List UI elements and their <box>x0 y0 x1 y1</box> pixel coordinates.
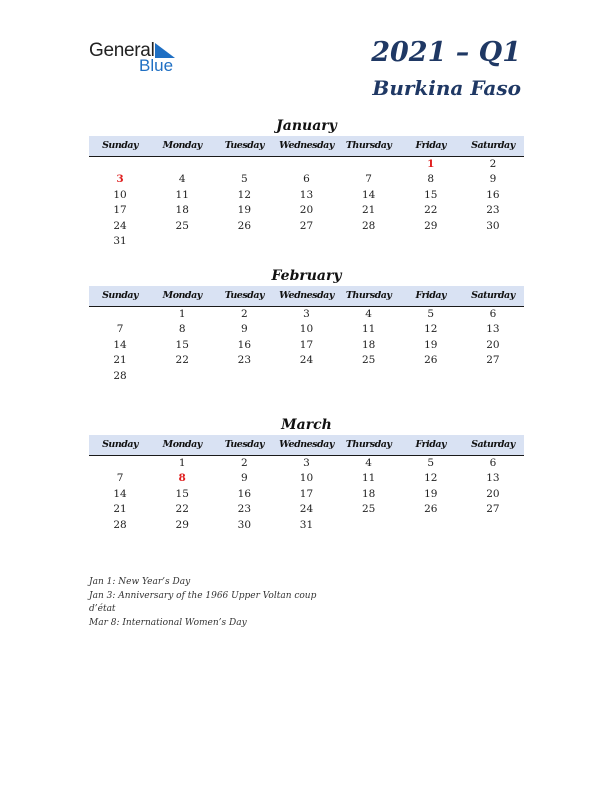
day-cell: 6 <box>489 308 497 320</box>
week-row <box>89 203 524 218</box>
day-cell: 12 <box>424 472 438 485</box>
weekday-label: Tuesday <box>224 140 265 151</box>
week-row <box>89 487 524 502</box>
day-cell: 5 <box>241 173 248 186</box>
day-cell: 7 <box>116 472 124 485</box>
day-cell <box>89 456 151 471</box>
day-cell <box>275 234 337 249</box>
day-cell: 9 <box>489 173 497 186</box>
day-cell: 15 <box>175 338 189 351</box>
day-cell: 27 <box>486 503 500 516</box>
day-cell: 11 <box>175 188 189 201</box>
week-row <box>89 369 524 384</box>
day-cell: 16 <box>486 188 500 201</box>
weekday-label: Thursday <box>345 439 392 450</box>
day-cell <box>275 157 337 172</box>
day-cell: 17 <box>113 204 127 217</box>
day-cell <box>151 234 213 249</box>
day-cell: 14 <box>113 338 127 351</box>
day-cell: 26 <box>237 219 252 232</box>
weekday-label: Sunday <box>102 140 139 151</box>
day-cell: 10 <box>299 472 314 485</box>
week-row <box>89 502 524 517</box>
day-cell: 16 <box>237 487 252 500</box>
day-cell <box>338 234 400 249</box>
day-cell: 26 <box>424 503 438 516</box>
day-cell: 20 <box>486 338 500 351</box>
weekday-label: Thursday <box>345 290 392 301</box>
weekday-label: Friday <box>415 439 447 450</box>
weekday-label: Friday <box>415 140 447 151</box>
weekday-label: Sunday <box>102 290 139 301</box>
holiday-note: Jan 3: Anniversary of the 1966 Upper Voltan coup d’état <box>89 590 317 614</box>
weekday-label: Tuesday <box>224 290 265 301</box>
day-cell: 2 <box>241 457 248 469</box>
week-row <box>89 353 524 368</box>
day-cell <box>275 369 337 384</box>
day-cell: 15 <box>175 487 189 500</box>
day-cell: 25 <box>175 219 189 232</box>
day-cell <box>462 369 524 384</box>
day-cell: 21 <box>113 354 127 367</box>
day-cell <box>400 518 462 533</box>
day-cell: 27 <box>299 219 314 232</box>
month-name: February <box>271 268 342 284</box>
day-cell: 19 <box>424 487 438 500</box>
day-cell <box>89 307 151 322</box>
weekday-label: Tuesday <box>224 439 265 450</box>
day-cell: 31 <box>299 518 314 531</box>
day-cell: 19 <box>237 204 252 217</box>
week-row <box>89 456 524 471</box>
month-name: January <box>276 118 337 134</box>
weekday-header-row <box>89 286 524 307</box>
day-cell: 3 <box>303 457 310 469</box>
day-cell: 7 <box>365 173 372 186</box>
day-cell: 22 <box>175 354 189 367</box>
day-cell: 12 <box>237 188 252 201</box>
day-cell: 18 <box>361 487 376 500</box>
day-cell: 10 <box>113 188 127 201</box>
day-cell: 13 <box>486 472 500 485</box>
month-march <box>89 415 524 533</box>
day-cell: 18 <box>361 338 376 351</box>
day-cell: 1 <box>178 308 186 320</box>
holiday-day-cell: 8 <box>178 472 186 485</box>
page-title: 2021 – Q1 <box>371 37 521 68</box>
logo-text-general: General <box>89 40 155 61</box>
month-name: March <box>281 417 332 433</box>
day-cell: 23 <box>237 503 252 516</box>
week-row <box>89 188 524 203</box>
day-cell <box>213 157 275 172</box>
day-cell: 24 <box>113 219 127 232</box>
day-cell <box>151 157 213 172</box>
day-cell: 19 <box>424 338 438 351</box>
day-cell: 9 <box>241 323 248 336</box>
weekday-label: Monday <box>162 439 202 450</box>
day-cell: 28 <box>113 518 127 531</box>
day-cell: 6 <box>303 173 310 186</box>
day-cell: 21 <box>361 204 376 217</box>
weekday-label: Wednesday <box>279 290 334 301</box>
day-cell: 24 <box>299 503 314 516</box>
day-cell: 25 <box>361 503 376 516</box>
day-cell: 2 <box>241 308 248 320</box>
week-row <box>89 338 524 353</box>
day-cell: 18 <box>175 204 189 217</box>
month-february <box>89 266 524 384</box>
day-cell: 23 <box>237 354 252 367</box>
week-row <box>89 172 524 187</box>
day-cell: 8 <box>178 323 186 336</box>
day-cell: 16 <box>237 338 252 351</box>
weekday-label: Monday <box>162 140 202 151</box>
day-cell: 26 <box>424 354 438 367</box>
day-cell: 12 <box>424 323 438 336</box>
day-cell: 13 <box>299 188 314 201</box>
month-january <box>89 116 524 249</box>
day-cell <box>400 369 462 384</box>
day-cell: 8 <box>427 173 435 186</box>
day-cell: 24 <box>299 354 314 367</box>
day-cell: 20 <box>486 487 500 500</box>
week-row <box>89 234 524 249</box>
day-cell <box>462 234 524 249</box>
day-cell: 4 <box>365 457 372 469</box>
weekday-label: Friday <box>415 290 447 301</box>
day-cell: 5 <box>427 308 435 320</box>
day-cell: 20 <box>299 204 314 217</box>
week-row <box>89 157 524 172</box>
weekday-label: Thursday <box>345 140 392 151</box>
day-cell: 29 <box>175 518 189 531</box>
weekday-label: Saturday <box>471 439 515 450</box>
day-cell: 22 <box>424 204 438 217</box>
week-row <box>89 322 524 337</box>
holiday-note: Mar 8: International Women’s Day <box>89 617 247 628</box>
holiday-notes <box>89 576 329 630</box>
day-cell: 10 <box>299 323 314 336</box>
weekday-label: Wednesday <box>279 140 334 151</box>
day-cell: 14 <box>113 487 127 500</box>
day-cell: 4 <box>365 308 372 320</box>
holiday-note: Jan 1: New Year’s Day <box>89 577 191 587</box>
weekday-label: Saturday <box>471 140 515 151</box>
logo-text-blue: Blue <box>139 56 174 75</box>
day-cell: 3 <box>303 308 310 320</box>
day-cell: 7 <box>116 323 124 336</box>
holiday-day-cell: 1 <box>427 158 435 170</box>
day-cell: 5 <box>427 457 435 469</box>
day-cell: 1 <box>178 457 186 469</box>
weekday-header-row <box>89 136 524 157</box>
day-cell <box>338 157 400 172</box>
day-cell: 17 <box>299 487 314 500</box>
week-row <box>89 219 524 234</box>
day-cell: 28 <box>113 369 127 382</box>
day-cell <box>151 369 213 384</box>
week-row <box>89 518 524 533</box>
day-cell: 28 <box>361 219 376 232</box>
day-cell: 4 <box>178 173 186 186</box>
day-cell: 25 <box>361 354 376 367</box>
day-cell: 30 <box>237 518 252 531</box>
day-cell <box>400 234 462 249</box>
day-cell: 9 <box>241 472 248 485</box>
day-cell <box>338 518 400 533</box>
generalblue-logo <box>89 40 189 76</box>
day-cell: 15 <box>424 188 438 201</box>
day-cell: 30 <box>486 219 500 232</box>
day-cell: 23 <box>486 204 500 217</box>
day-cell: 27 <box>486 354 500 367</box>
day-cell <box>89 157 151 172</box>
day-cell: 31 <box>113 234 127 247</box>
day-cell <box>213 369 275 384</box>
day-cell: 17 <box>299 338 314 351</box>
holiday-day-cell: 3 <box>116 173 124 186</box>
day-cell <box>338 369 400 384</box>
day-cell: 6 <box>489 457 497 469</box>
day-cell: 11 <box>361 323 376 336</box>
country-subtitle: Burkina Faso <box>372 76 521 100</box>
day-cell <box>462 518 524 533</box>
day-cell: 2 <box>489 158 497 170</box>
weekday-header-row <box>89 435 524 456</box>
day-cell: 21 <box>113 503 127 516</box>
weekday-label: Saturday <box>471 290 515 301</box>
weekday-label: Sunday <box>102 439 139 450</box>
day-cell: 11 <box>361 472 376 485</box>
weekday-label: Wednesday <box>279 439 334 450</box>
day-cell <box>213 234 275 249</box>
day-cell: 22 <box>175 503 189 516</box>
week-row <box>89 307 524 322</box>
day-cell: 14 <box>361 188 376 201</box>
week-row <box>89 471 524 486</box>
day-cell: 13 <box>486 323 500 336</box>
weekday-label: Monday <box>162 290 202 301</box>
day-cell: 29 <box>424 219 438 232</box>
